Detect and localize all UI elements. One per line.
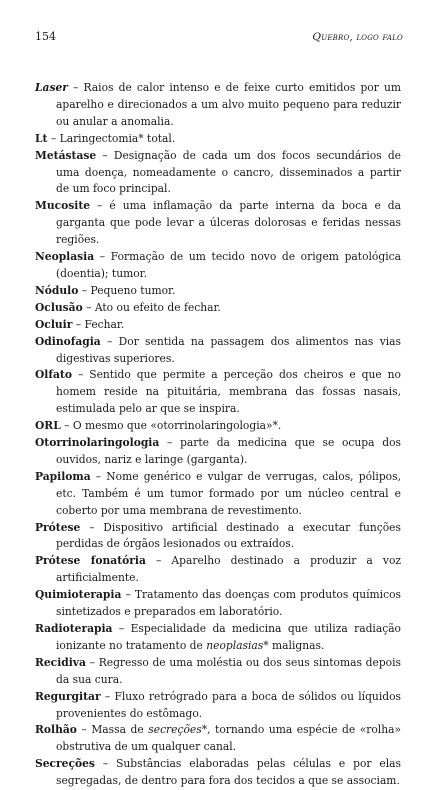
page-header [35,30,403,43]
definition-text: Tratamento das doenças com produtos químicos sintetizados e preparados em laboratório. [56,588,401,619]
glossary-entries [35,80,401,790]
definition-text: *, tornando uma espécie de «rolha» obstrutiva de um qualquer canal. [56,723,401,754]
glossary-entry [35,148,401,199]
definition-text: Especialidade da medicina que utiliza radiação ionizante no tratamento de [56,622,401,652]
glossary-term: Secreções [35,757,95,771]
glossary-entry [35,418,401,435]
term-separator: – [121,588,135,602]
term-separator: – [94,757,117,771]
glossary-term: Regurgitar [35,689,101,703]
glossary-term: Neoplasia [35,250,95,264]
glossary-term: ORL [35,419,61,433]
definition-text: Fluxo retrógrado para a boca de sólidos ou líquidos provenientes do estômago. [56,689,401,720]
glossary-entry [35,587,401,621]
glossary-entry [35,367,401,418]
term-separator: – [60,419,73,433]
glossary-entry [35,80,401,131]
definition-text: Laringectomia* total. [59,131,176,145]
glossary-entry [35,722,401,756]
term-separator: – [94,250,111,264]
term-separator: – [112,622,131,635]
term-separator: – [85,655,99,669]
page-number: 154 [35,30,56,43]
glossary-entry [35,249,401,283]
definition-text: * malignas. [263,638,325,652]
definition-italic-text: secreções [148,723,202,737]
running-title: Quebro, logo falo [312,31,403,43]
glossary-term: Radioterapia [35,622,113,635]
glossary-term: Olfato [35,368,72,382]
glossary-term: Metástase [35,148,97,162]
glossary-entry [35,621,401,655]
glossary-entry [35,300,401,317]
definition-text: Dispositivo artificial destinado a executar funções perdidas de órgãos lesionados ou extraídos. [56,520,401,551]
glossary-entry [35,334,401,368]
glossary-term: Laser [35,81,68,94]
glossary-term: Prótese [35,520,81,534]
definition-text: Sentido que permite a perceção dos cheiros e que no homem reside na pituitária, membrana das fossas nasais, estimulada pelo ar que se inspira. [56,368,401,416]
definition-text: Dor sentida na passagem dos alimentos nas vias digestivas superiores. [56,334,402,365]
term-separator: – [100,689,115,703]
term-separator: – [145,554,172,568]
term-separator: – [47,131,60,145]
glossary-entry [35,689,401,723]
definition-text: parte da medicina que se ocupa dos ouvidos, nariz e laringe (garganta). [56,436,401,466]
glossary-entry [35,283,401,300]
glossary-entry [35,131,401,148]
definition-text: O mesmo que «otorrinolaringologia»*. [72,419,282,433]
glossary-entry [35,756,401,790]
term-separator: – [76,723,92,737]
glossary-entry [35,198,401,249]
definition-text: Substâncias elaboradas pelas células e por elas segregadas, de dentro para fora dos tecidos a que se associam. [56,757,401,788]
glossary-term: Nódulo [35,283,79,297]
term-separator: – [159,436,181,450]
term-separator: – [78,283,91,297]
definition-text: Ato ou efeito de fechar. [94,300,221,314]
glossary-term: Otorrinolaringologia [35,436,160,450]
term-separator: – [71,368,90,382]
definition-italic-text: neoplasias [206,638,264,652]
glossary-term: Odinofagia [35,334,101,348]
glossary-entry [35,520,401,554]
term-separator: – [82,300,95,314]
term-separator: – [72,317,85,331]
glossary-term: Recidiva [35,655,86,669]
glossary-term: Quimioterapia [35,588,122,602]
glossary-term: Ocluir [35,317,73,331]
glossary-entry [35,317,401,334]
definition-text: Regresso de uma moléstia ou dos seus sintomas depois da sua cura. [56,655,401,686]
glossary-entry [35,435,401,469]
glossary-entry [35,553,401,587]
term-separator: – [96,148,114,162]
glossary-term: Prótese fonatória [35,554,146,568]
definition-text: Formação de um tecido novo de origem patológica (doentia); tumor. [56,250,401,280]
term-separator: – [80,520,104,534]
definition-text: Massa de [91,723,149,737]
definition-text: Designação de cada um dos focos secundários de uma doença, nomeadamente o cancro, disseminados a partir de um foco principal. [56,148,401,196]
glossary-term: Rolhão [35,723,77,737]
term-separator: – [90,199,110,213]
definition-text: Nome genérico e vulgar de verrugas, calos, pólipos, etc. Também é um tumor formado por um núcleo central e coberto por uma membrana de revestimento. [56,469,402,517]
term-separator: – [100,334,119,348]
term-separator: – [67,81,84,94]
glossary-term: Lt [35,131,48,145]
definition-text: Aparelho destinado a produzir a voz artificialmente. [56,554,402,585]
term-separator: – [90,469,107,483]
definition-text: é uma inflamação da parte interna da boca e da garganta que pode levar a úlceras dolorosas e feridas nessas regiões. [56,199,402,247]
definition-text: Raios de calor intenso e de feixe curto emitidos por um aparelho e direcionados a um alvo muito pequeno para reduzir ou anular a anomalia. [56,81,402,128]
definition-text: Fechar. [84,317,125,331]
glossary-term: Mucosite [35,199,91,213]
glossary-entry [35,469,401,520]
glossary-term: Oclusão [35,300,83,314]
glossary-term: Papiloma [35,469,91,483]
definition-text: Pequeno tumor. [90,283,176,297]
glossary-entry [35,655,401,689]
